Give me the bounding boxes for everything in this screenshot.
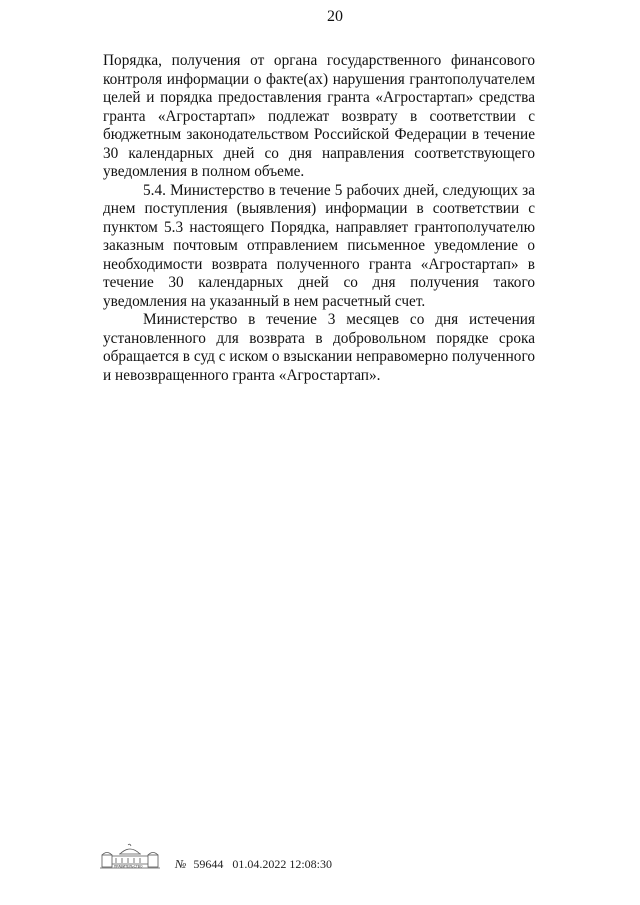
registration-datetime: 01.04.2022 12:08:30 (232, 857, 332, 871)
paragraph-continuation: Порядка, получения от органа государственного финансового контроля информации о факте(ах) нарушения грантополучателем целей и порядка предоставления гранта «Агростартап» средства гранта «Агростартап» подлежат возврату в соответствии с бюджетным законодательством Российской Федерации в течение 30 календарных дней со дня направления соответствующего уведомления в полном объеме. (103, 52, 535, 180)
paragraph-5-4: 5.4. Министерство в течение 5 рабочих дней, следующих за днем поступления (выявления) информации в соответствии с пунктом 5.3 настоящего Порядка, направляет грантополучателю заказным почтовым отправлением письменное уведомление о необходимости возврата полученного гранта «Агростартап» в течение 30 календарных дней со дня получения такого уведомления на указанный в нем расчетный счет. (103, 181, 535, 310)
government-building-emblem-icon (100, 842, 160, 872)
number-sign: № (175, 857, 187, 871)
registration-number: 59644 (193, 857, 224, 871)
svg-text:ПРАВИТЕЛЬСТВО: ПРАВИТЕЛЬСТВО (114, 864, 143, 869)
document-footer (100, 842, 360, 882)
registration-stamp (175, 857, 332, 871)
document-body (103, 52, 535, 385)
page-number: 20 (327, 8, 343, 25)
paragraph-court-claim: Министерство в течение 3 месяцев со дня истечения установленного для возврата в добровольном порядке срока обращается в суд с иском о взыскании неправомерно полученного и невозвращенного гранта «Агростартап». (103, 311, 535, 384)
